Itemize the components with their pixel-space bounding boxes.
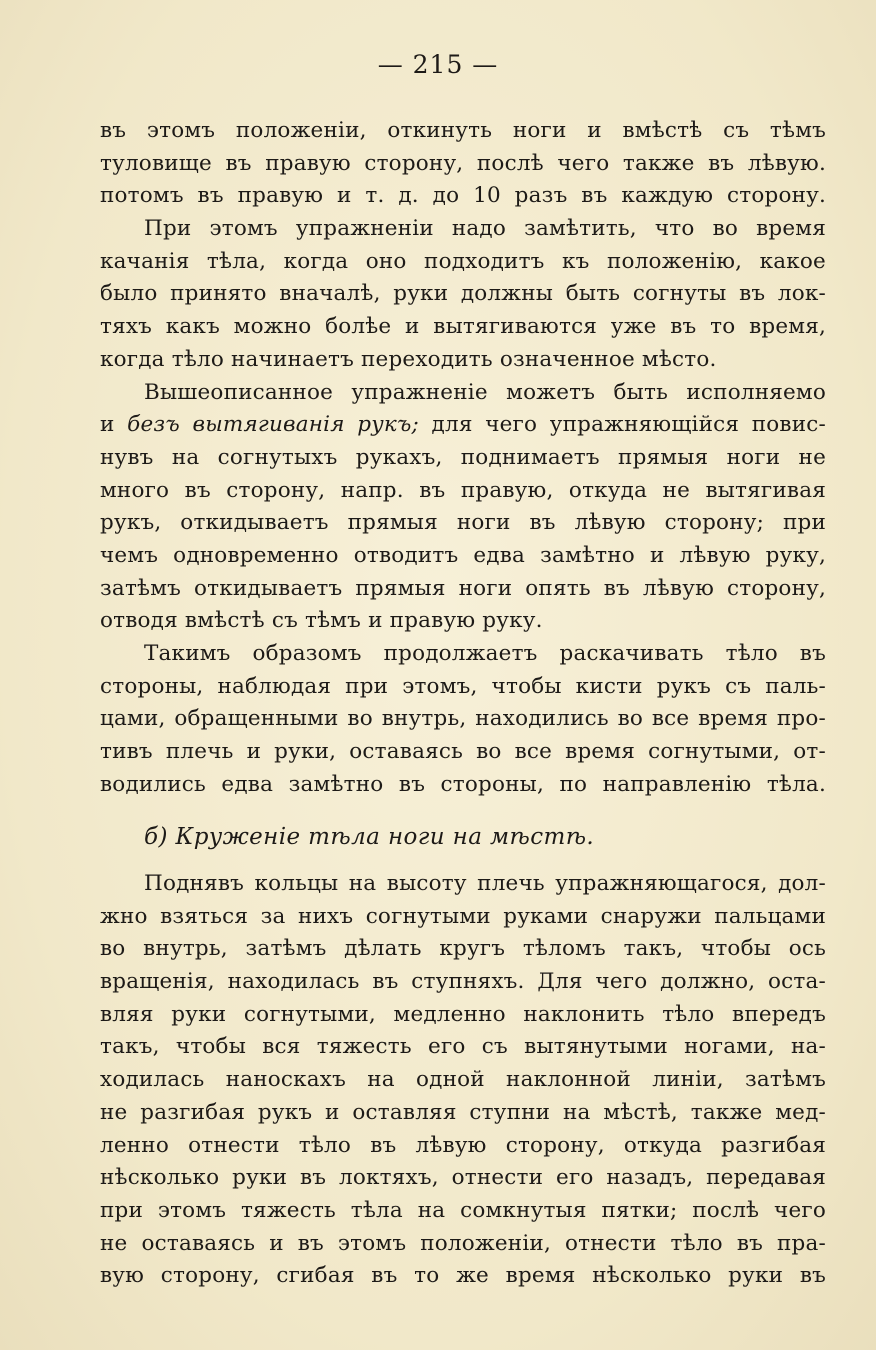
text-line: во внутрь, затѣмъ дѣлать кругъ тѣломъ такъ, чтобы ось <box>100 936 826 962</box>
text-line: Такимъ образомъ продолжаетъ раскачивать тѣло въ <box>144 641 826 666</box>
paragraphs-bottom <box>100 868 826 1293</box>
text-line: рукъ, откидываетъ прямыя ноги въ лѣвую сторону; при <box>100 510 826 536</box>
text-line: водились едва замѣтно въ стороны, по направленiю тѣла. <box>100 771 826 797</box>
text-line: Поднявъ кольцы на высоту плечь упражняющагося, дол- <box>144 871 826 896</box>
text-line: тивъ плечь и руки, оставаясь во все время согнутыми, от- <box>100 739 826 765</box>
section-heading: б) Круженiе тѣла ноги на мѣстѣ. <box>144 824 595 850</box>
text-line: не оставаясь и въ этомъ положенiи, отнести тѣло въ пра- <box>100 1230 826 1256</box>
text-line: жно взяться за нихъ согнутыми руками снаружи пальцами <box>100 903 826 929</box>
text-line: при этомъ тяжесть тѣла на сомкнутыя пятки; послѣ чего <box>100 1197 826 1223</box>
text-line: и безъ вытягиванiя рукъ; для чего упражняющiйся повис- <box>100 412 826 438</box>
text-line: затѣмъ откидываетъ прямыя ноги опять въ лѣвую сторону, <box>100 575 826 601</box>
text-line: потомъ въ правую и т. д. до 10 разъ въ каждую сторону. <box>100 183 826 209</box>
page-number: — 215 — <box>377 50 499 79</box>
text-line: было принято вначалѣ, руки должны быть согнуты въ лок- <box>100 281 826 307</box>
text-line: тяхъ какъ можно болѣе и вытягиваются уже въ то время, <box>100 314 826 340</box>
text-line: ленно отнести тѣло въ лѣвую сторону, откуда разгибая <box>100 1132 826 1158</box>
text-line: качанiя тѣла, когда оно подходитъ къ положенiю, какое <box>100 248 826 274</box>
text-line: вую сторону, сгибая въ то же время нѣсколько руки въ <box>100 1263 826 1289</box>
paragraphs-top <box>100 115 826 801</box>
text-line: вляя руки согнутыми, медленно наклонить тѣло впередъ <box>100 1001 826 1027</box>
text-line: При этомъ упражненiи надо замѣтить, что во время <box>144 216 826 242</box>
text-line: цами, обращенными во внутрь, находились во все время про- <box>100 706 826 732</box>
text-line: нувъ на согнутыхъ рукахъ, поднимаетъ прямыя ноги не <box>100 444 826 470</box>
text-line: много въ сторону, напр. въ правую, откуда не вытягивая <box>100 477 826 503</box>
text-line: отводя вмѣстѣ съ тѣмъ и правую руку. <box>100 608 543 634</box>
text-line: чемъ одновременно отводитъ едва замѣтно и лѣвую руку, <box>100 542 826 568</box>
text-line: туловище въ правую сторону, послѣ чего также въ лѣвую. <box>100 150 826 176</box>
text-line: такъ, чтобы вся тяжесть его съ вытянутыми ногами, на- <box>100 1034 826 1060</box>
text-line: вращенiя, находилась въ ступняхъ. Для чего должно, оста- <box>100 969 826 995</box>
text-line: Вышеописанное упражненiе можетъ быть исполняемо <box>144 379 826 405</box>
text-line: ходилась наноскахъ на одной наклонной линiи, затѣмъ <box>100 1067 826 1093</box>
text-line: стороны, наблюдая при этомъ, чтобы кисти рукъ съ паль- <box>100 673 826 699</box>
text-line: когда тѣло начинаетъ переходить означенное мѣсто. <box>100 346 717 372</box>
text-line: не разгибая рукъ и оставляя ступни на мѣстѣ, также мед- <box>100 1099 826 1125</box>
text-line: въ этомъ положенiи, откинуть ноги и вмѣстѣ съ тѣмъ <box>100 118 826 143</box>
text-line: нѣсколько руки въ локтяхъ, отнести его назадъ, передавая <box>100 1165 826 1191</box>
